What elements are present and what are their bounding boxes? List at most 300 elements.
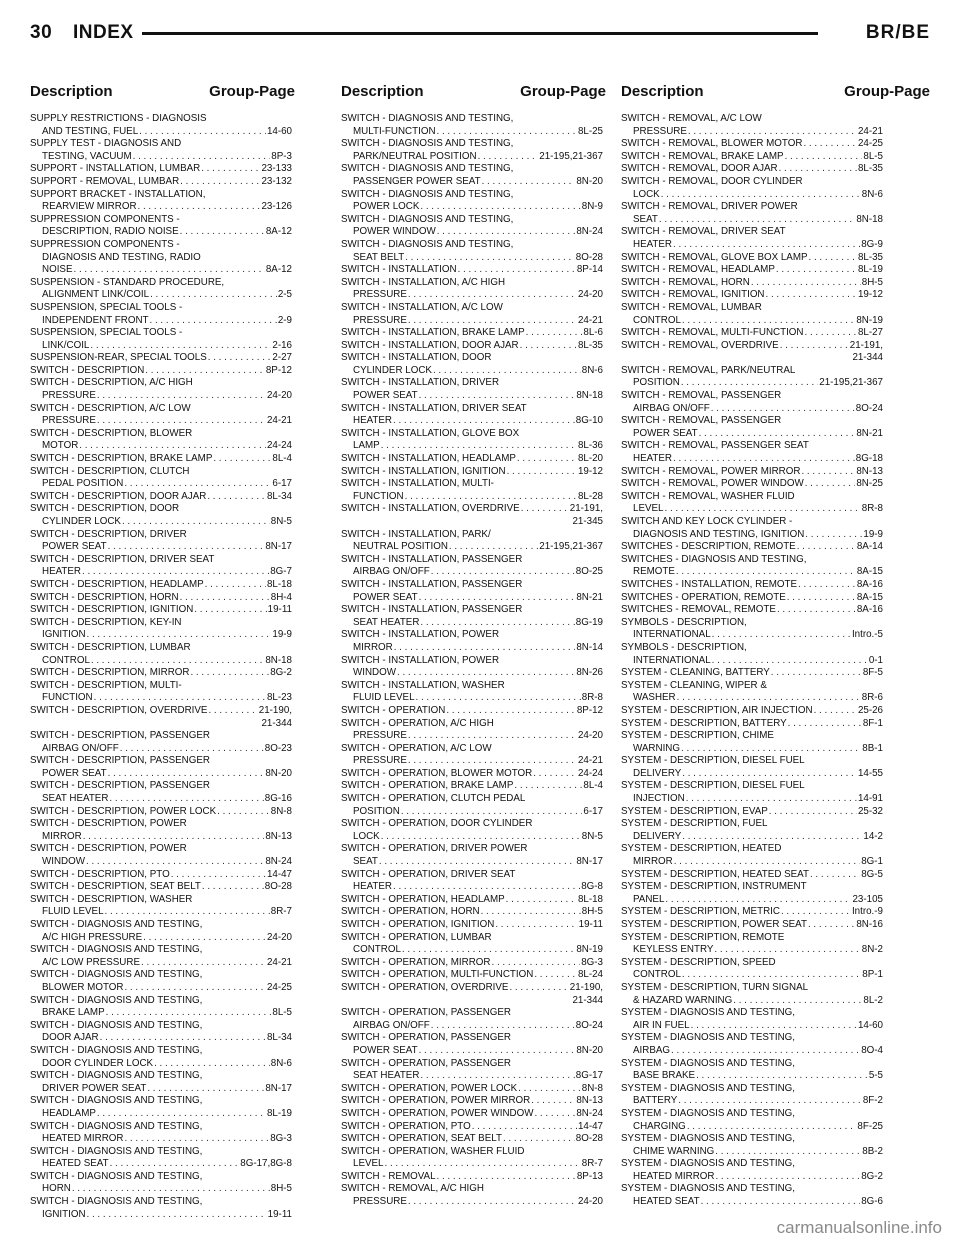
dot-leader (534, 969, 577, 982)
index-entry (621, 1158, 883, 1183)
dot-leader (108, 541, 265, 554)
index-entry (341, 189, 603, 214)
entry-text: CHIME WARNING (633, 1145, 715, 1157)
entry-page: 25-26 (857, 704, 883, 716)
entry-text: CYLINDER LOCK (353, 364, 432, 376)
entry-text: WINDOW (353, 667, 396, 679)
dot-leader (402, 944, 575, 957)
index-entry (621, 340, 883, 365)
index-entry (621, 1133, 883, 1158)
entry-page: 8L-18 (266, 578, 292, 590)
index-entry (30, 894, 292, 919)
index-entry (621, 932, 883, 957)
dot-leader (120, 743, 264, 756)
dot-leader (495, 919, 577, 932)
entry-text: PRESSURE (42, 415, 96, 427)
dot-leader (207, 491, 266, 504)
dot-leader (699, 428, 856, 441)
entry-text: SWITCH - DESCRIPTION, WASHER (30, 893, 193, 905)
entry-page: 8F-5 (862, 667, 883, 679)
entry-text: INTERNATIONAL (633, 629, 711, 641)
dot-leader (437, 1171, 576, 1184)
index-entry (621, 302, 883, 327)
entry-text: SWITCH - INSTALLATION, DOOR AJAR (341, 339, 519, 351)
entry-text: HEATED MIRROR (42, 1133, 124, 1145)
entry-text: PANEL (633, 893, 665, 905)
dot-leader (526, 327, 583, 340)
index-entry (30, 189, 292, 214)
index-entry (621, 516, 883, 541)
index-entry (30, 113, 292, 138)
entry-page: 19-9 (863, 528, 883, 540)
entry-text: SYMBOLS - DESCRIPTION, (621, 616, 747, 628)
index-entry (341, 982, 603, 1007)
index-entry (621, 113, 883, 138)
entry-page: 8N-21 (856, 427, 883, 439)
entry-page: 8F-1 (862, 717, 883, 729)
entry-page: 8G-17 (575, 1070, 603, 1082)
entry-text: SWITCH - REMOVAL, POWER MIRROR (621, 465, 801, 477)
entry-text: CONTROL (633, 314, 681, 326)
entry-page: 8N-19 (856, 314, 883, 326)
entry-text: MIRROR (353, 641, 393, 653)
entry-page: 8N-17 (265, 1082, 292, 1094)
entry-page: Intro.-9 (851, 906, 883, 918)
entry-text: SWITCH - REMOVAL, DRIVER SEAT (621, 226, 786, 238)
index-entry (30, 1070, 292, 1095)
dot-leader (124, 982, 265, 995)
entry-text: SYMBOLS - DESCRIPTION, (621, 641, 747, 653)
entry-text: LOCK (353, 830, 380, 842)
entry-text: CONTROL (42, 654, 90, 666)
index-entry (341, 163, 603, 188)
entry-text: SYSTEM - DIAGNOSIS AND TESTING, (621, 1007, 796, 1019)
entry-text: SWITCH - DIAGNOSIS AND TESTING, (341, 188, 514, 200)
entry-text: SWITCH - INSTALLATION, IGNITION (341, 465, 506, 477)
entry-page: 8N-20 (265, 767, 292, 779)
entry-text: MOTOR (42, 440, 79, 452)
entry-text: POWER LOCK (353, 201, 420, 213)
dot-leader (659, 214, 855, 227)
entry-text: SEAT BELT (353, 251, 405, 263)
entry-page: 8O-28 (575, 1133, 603, 1145)
entry-page: 8F-25 (857, 1120, 883, 1132)
entry-page: 8L-6 (583, 327, 603, 339)
entry-text: SYSTEM - DESCRIPTION, AIR INJECTION (621, 704, 813, 716)
dot-leader (521, 503, 569, 516)
entry-page: 8G-5 (861, 868, 883, 880)
entry-text: HORN (42, 1183, 71, 1195)
entry-page: 8N-6 (270, 1057, 292, 1069)
entry-text: SYSTEM - DESCRIPTION, INSTRUMENT (621, 881, 807, 893)
entry-page: 14-55 (857, 767, 883, 779)
index-entry (30, 163, 292, 176)
entry-text: LAMP (353, 440, 380, 452)
entry-text: SWITCH - OPERATION, DRIVER SEAT (341, 868, 516, 880)
entry-text: SWITCH - DESCRIPTION, HORN (30, 591, 179, 603)
entry-text: SYSTEM - DIAGNOSIS AND TESTING, (621, 1158, 796, 1170)
entry-page: 21-191, (569, 503, 603, 515)
dot-leader (682, 969, 861, 982)
entry-page: 8N-18 (856, 213, 883, 225)
entry-page: 8L-18 (577, 893, 603, 905)
dot-leader (517, 453, 577, 466)
dot-leader (208, 705, 257, 718)
entry-text: SWITCH - INSTALLATION, OVERDRIVE (341, 503, 520, 515)
dot-leader (688, 126, 857, 139)
entry-text: SWITCH - REMOVAL, PASSENGER (621, 415, 782, 427)
entry-text: A/C HIGH PRESSURE (42, 931, 143, 943)
index-entry (341, 718, 603, 743)
entry-page: 8H-5 (861, 276, 883, 288)
dot-leader (108, 768, 265, 781)
index-entry (30, 881, 292, 894)
dot-leader (665, 894, 851, 907)
entry-text: SWITCH - DIAGNOSIS AND TESTING, (341, 213, 514, 225)
entry-text: CYLINDER LOCK (42, 516, 121, 527)
entry-text: PRESSURE (633, 125, 687, 137)
entry-page: 8G-3 (270, 1133, 292, 1145)
dot-leader (661, 189, 861, 202)
entry-text: HEATER (353, 415, 393, 427)
dot-leader (201, 163, 260, 176)
entry-page: 8N-17 (265, 541, 292, 553)
dot-leader (138, 201, 261, 214)
dot-leader (393, 881, 580, 894)
dot-leader (671, 1045, 860, 1058)
entry-page: 8G-9 (861, 238, 883, 250)
index-entry (341, 1007, 603, 1032)
dot-leader (394, 642, 576, 655)
entry-page: 8N-20 (576, 1044, 603, 1056)
index-entry (621, 390, 883, 415)
entry-text: SWITCH - DESCRIPTION (30, 364, 145, 376)
dot-leader (110, 1158, 240, 1171)
dot-leader (665, 503, 861, 516)
entry-text: SWITCH - DESCRIPTION, BLOWER (30, 427, 193, 439)
entry-text: AIRBAG ON/OFF (353, 1019, 430, 1031)
entry-page: 8A-12 (265, 226, 292, 238)
entry-page: 8A-14 (856, 541, 883, 553)
entry-page: 5-5 (868, 1070, 883, 1082)
entry-text: WINDOW (42, 856, 85, 868)
entry-text: SWITCH - DESCRIPTION, HEADLAMP (30, 578, 204, 590)
entry-page: 8N-6 (861, 188, 883, 200)
entry-page: 24-20 (266, 931, 292, 943)
entry-text: & HAZARD WARNING (633, 994, 733, 1006)
entry-text: SWITCH - OPERATION, HEADLAMP (341, 893, 505, 905)
entry-page: 8O-25 (575, 566, 603, 578)
dot-leader (674, 856, 860, 869)
dot-leader (431, 1020, 575, 1033)
index-entry (621, 1108, 883, 1133)
dot-leader (86, 856, 264, 869)
index-entry (621, 201, 883, 226)
entry-text: SWITCH - DESCRIPTION, A/C LOW (30, 402, 191, 414)
index-entry (341, 1183, 603, 1208)
entry-text: SWITCH - OPERATION, BLOWER MOTOR (341, 767, 533, 779)
entry-text: SYSTEM - DIAGNOSIS AND TESTING, (621, 1057, 796, 1069)
entry-page: 8G-2 (270, 667, 292, 679)
index-entry (341, 818, 603, 843)
entry-page: 8N-21 (576, 591, 603, 603)
entry-page: 23-132 (261, 175, 292, 187)
entry-text: SWITCH - DESCRIPTION, POWER (30, 843, 187, 855)
entry-page: 8N-24 (576, 1107, 603, 1119)
entry-page: 8N-19 (576, 944, 603, 956)
entry-text: DOOR AJAR (42, 1032, 99, 1044)
index-entry (30, 1121, 292, 1146)
index-entry (341, 579, 603, 604)
dot-leader (805, 327, 857, 340)
index-entry (341, 340, 603, 353)
entry-text: INDEPENDENT FRONT (42, 314, 149, 326)
index-column-1 (30, 113, 292, 1221)
entry-page: 8R-7 (581, 1158, 603, 1170)
entry-text: SWITCH - DIAGNOSIS AND TESTING, (30, 969, 203, 981)
entry-page: 24-21 (266, 415, 292, 427)
index-entry (341, 932, 603, 957)
entry-page: 8G-10 (575, 415, 603, 427)
dot-leader (701, 1196, 861, 1209)
entry-page: 24-20 (577, 730, 603, 742)
entry-text: SWITCH - INSTALLATION, PASSENGER (341, 578, 523, 590)
dot-leader (478, 151, 539, 164)
entry-text: SWITCHES - DIAGNOSIS AND TESTING, (621, 553, 807, 565)
index-entry (30, 503, 292, 528)
entry-text: SYSTEM - DESCRIPTION, BATTERY (621, 717, 787, 729)
entry-page: 8L-27 (857, 327, 883, 339)
entry-page: 8N-26 (576, 667, 603, 679)
index-entry (341, 478, 603, 503)
dot-leader (194, 604, 266, 617)
index-entry (621, 579, 883, 592)
entry-text: SWITCH - INSTALLATION, BRAKE LAMP (341, 327, 525, 339)
entry-text: SUPPORT - INSTALLATION, LUMBAR (30, 163, 201, 175)
entry-text: SWITCH - OPERATION, LUMBAR (341, 931, 492, 943)
column-header-1 (30, 83, 295, 103)
entry-text: SWITCH - DESCRIPTION, LUMBAR (30, 641, 191, 653)
index-entry (621, 617, 883, 642)
entry-page-continued: 21-344 (852, 352, 883, 364)
entry-page: 8L-23 (266, 692, 292, 704)
dot-leader (520, 340, 577, 353)
index-entry (30, 453, 292, 466)
index-entry (341, 264, 603, 277)
index-entry (30, 680, 292, 705)
index-entry (621, 780, 883, 805)
entry-page: 8R-8 (861, 503, 883, 515)
entry-page: 8O-28 (575, 251, 603, 263)
page-header (30, 22, 930, 50)
entry-text: SUPPLY RESTRICTIONS - DIAGNOSIS (30, 113, 207, 124)
entry-text: SWITCH - INSTALLATION, PARK/ (341, 528, 491, 540)
index-entry (621, 730, 883, 755)
dot-leader (449, 541, 538, 554)
entry-text: SWITCH - OPERATION, A/C HIGH (341, 717, 494, 729)
entry-text: SWITCH - INSTALLATION, HEADLAMP (341, 453, 516, 465)
dot-leader (797, 541, 856, 554)
dot-leader (83, 831, 265, 844)
index-entry (30, 818, 292, 843)
entry-text: SYSTEM - DESCRIPTION, HEATED SEAT (621, 868, 809, 880)
index-entry (621, 138, 883, 151)
index-entry (30, 869, 292, 882)
entry-page: 8L-35 (577, 339, 603, 351)
entry-text: SUPPORT BRACKET - INSTALLATION, (30, 188, 206, 200)
entry-text: SYSTEM - DESCRIPTION, DIESEL FUEL (621, 755, 805, 767)
entry-text: SWITCH - REMOVAL, A/C LOW (621, 113, 762, 124)
entry-page: 8A-16 (856, 604, 883, 616)
entry-text: IGNITION (42, 1208, 86, 1220)
index-entry (621, 982, 883, 1007)
dot-leader (381, 831, 581, 844)
entry-text: SWITCH - INSTALLATION, POWER (341, 629, 500, 641)
entry-page: 8N-24 (265, 856, 292, 868)
description-heading: Description (341, 83, 424, 100)
entry-text: SUPPLY TEST - DIAGNOSIS AND (30, 138, 182, 150)
entry-text: SYSTEM - DIAGNOSIS AND TESTING, (621, 1032, 796, 1044)
index-entry (30, 843, 292, 868)
entry-text: SWITCH - DIAGNOSIS AND TESTING, (341, 113, 514, 124)
index-entry (30, 176, 292, 189)
entry-text: CONTROL (633, 969, 681, 981)
entry-text: HEATER (633, 238, 673, 250)
dot-leader (492, 957, 581, 970)
entry-page: 24-24 (577, 767, 603, 779)
index-entry (30, 466, 292, 491)
entry-text: POSITION (353, 805, 400, 817)
dot-leader (408, 730, 577, 743)
dot-leader (533, 768, 577, 781)
dot-leader (82, 566, 269, 579)
entry-text: WARNING (633, 742, 680, 754)
index-entry (621, 163, 883, 176)
entry-page: 8G-6 (861, 1196, 883, 1208)
entry-text: NOISE (42, 264, 73, 276)
entry-page: 8O-24 (575, 1019, 603, 1031)
group-page-heading: Group-Page (520, 83, 606, 100)
entry-page: 6-17 (272, 478, 292, 490)
index-entry (341, 655, 603, 680)
index-entry (621, 667, 883, 680)
entry-text: SWITCH - OPERATION, POWER MIRROR (341, 1095, 531, 1107)
entry-page: 8N-18 (576, 390, 603, 402)
index-entry (341, 705, 603, 718)
entry-text: SWITCH - OPERATION, BRAKE LAMP (341, 780, 514, 792)
entry-page: 8L-34 (266, 490, 292, 502)
entry-text: POWER SEAT (42, 541, 107, 553)
entry-page: 8L-4 (583, 780, 603, 792)
entry-text: SWITCH - DIAGNOSIS AND TESTING, (30, 1044, 203, 1056)
entry-text: TESTING, VACUUM (42, 150, 132, 162)
index-entry (341, 1133, 603, 1146)
column-header-3 (621, 83, 930, 103)
page-number: 30 (30, 22, 53, 43)
index-entry (621, 226, 883, 251)
dot-leader (787, 592, 856, 605)
entry-page: 21-195,21-367 (819, 377, 883, 389)
entry-text: SUPPRESSION COMPONENTS - (30, 238, 180, 250)
entry-text: SWITCH - REMOVAL, GLOVE BOX LAMP (621, 251, 808, 263)
entry-text: HEADLAMP (42, 1107, 96, 1119)
index-entry (341, 1121, 603, 1134)
entry-text: SWITCH - DESCRIPTION, POWER (30, 818, 187, 830)
entry-page: 14-2 (863, 830, 883, 842)
entry-text: SWITCH - OPERATION, POWER LOCK (341, 1082, 518, 1094)
index-entry (341, 604, 603, 629)
entry-text: PRESSURE (353, 755, 407, 767)
dot-leader (106, 1007, 272, 1020)
entry-page: 24-24 (266, 440, 292, 452)
entry-text: SWITCH - REMOVAL, BRAKE LAMP (621, 150, 784, 162)
dot-leader (686, 793, 857, 806)
entry-page: 8L-35 (857, 163, 883, 175)
entry-text: AIRBAG ON/OFF (353, 566, 430, 578)
index-entry (621, 277, 883, 290)
index-entry (30, 1171, 292, 1196)
index-entry (621, 906, 883, 919)
dot-leader (205, 579, 266, 592)
dot-leader (805, 478, 856, 491)
dot-leader (154, 1058, 270, 1071)
dot-leader (91, 655, 264, 668)
column-header-2 (341, 83, 606, 103)
entry-text: SWITCH - REMOVAL, PARK/NEUTRAL (621, 364, 796, 376)
dot-leader (87, 629, 272, 642)
entry-page: 24-20 (577, 289, 603, 301)
index-entry (30, 780, 292, 805)
dot-leader (814, 705, 857, 718)
entry-text: LINK/COIL (42, 339, 90, 351)
index-entry (621, 881, 883, 906)
entry-page: 8L-28 (577, 490, 603, 502)
entry-text: SWITCH - DESCRIPTION, PTO (30, 868, 170, 880)
dot-leader (509, 982, 568, 995)
entry-text: SWITCHES - REMOVAL, REMOTE (621, 604, 776, 616)
dot-leader (809, 252, 857, 265)
entry-page: 8L-5 (863, 150, 883, 162)
entry-page: 8L-4 (272, 453, 292, 465)
entry-text: SWITCH - INSTALLATION, PASSENGER (341, 553, 523, 565)
dot-leader (788, 718, 862, 731)
entry-text: REMOTE (633, 566, 675, 578)
entry-text: SWITCH - OPERATION, CLUTCH PEDAL (341, 793, 526, 805)
dot-leader (682, 315, 855, 328)
entry-page: 8N-5 (270, 516, 292, 527)
entry-page: 8R-8 (581, 692, 603, 704)
entry-text: ALIGNMENT LINK/COIL (42, 289, 150, 301)
index-entry (341, 113, 603, 138)
entry-text: SWITCH - REMOVAL, HEADLAMP (621, 264, 775, 276)
index-entry (621, 705, 883, 718)
dot-leader (673, 239, 860, 252)
entry-text: DRIVER POWER SEAT (42, 1082, 147, 1094)
index-entry (341, 138, 603, 163)
dot-leader (779, 163, 857, 176)
entry-page: 8L-34 (266, 1032, 292, 1044)
entry-page: 23-126 (261, 201, 292, 213)
entry-text: SWITCH - INSTALLATION, WASHER (341, 679, 505, 691)
index-entry (621, 1007, 883, 1032)
index-entry (341, 214, 603, 239)
entry-text: AND TESTING, FUEL (42, 125, 139, 137)
entry-text: SYSTEM - DESCRIPTION, REMOTE (621, 931, 785, 943)
entry-text: SWITCH - DESCRIPTION, OVERDRIVE (30, 704, 208, 716)
entry-text: SWITCH - INSTALLATION, DRIVER (341, 377, 500, 389)
entry-page: 8N-17 (576, 856, 603, 868)
index-entry (30, 995, 292, 1020)
